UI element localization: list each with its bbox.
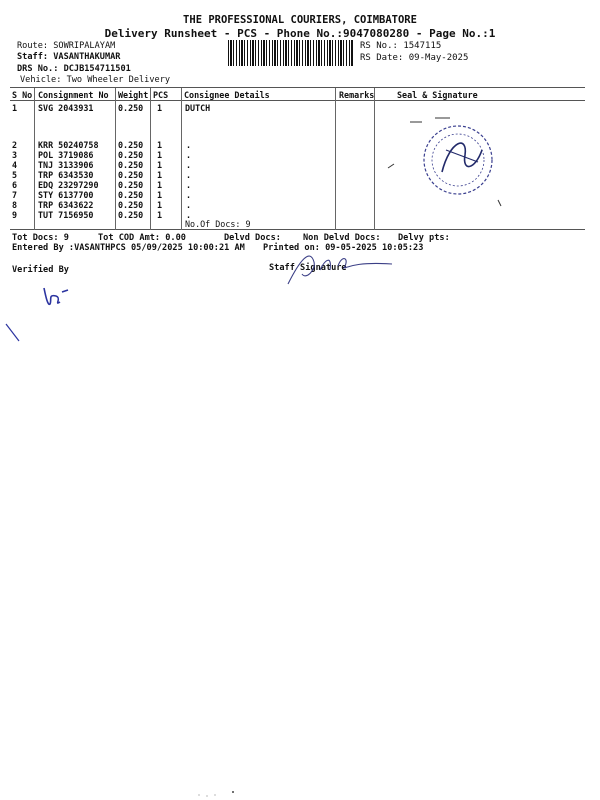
col-divider — [34, 88, 35, 230]
scan-specks — [195, 790, 245, 798]
row-pcs: 1 — [157, 160, 163, 170]
entered-by: Entered By :VASANTHPCS 05/09/2025 10:00:21 AM — [12, 243, 245, 253]
row-sno: 6 — [12, 180, 18, 190]
row-consignment-no: TRP 6343530 — [38, 170, 94, 180]
row-pcs: 1 — [157, 140, 163, 150]
staff-label: Staff: VASANTHAKUMAR — [17, 52, 121, 62]
col-divider — [115, 88, 116, 230]
row-pcs: 1 — [157, 190, 163, 200]
row-consignee: DUTCH — [185, 103, 211, 113]
row-consignee: . — [186, 210, 192, 220]
row-sno: 1 — [12, 103, 18, 113]
runsheet-subtitle: Delivery Runsheet - PCS - Phone No.:9047080280 - Page No.:1 — [104, 27, 496, 40]
row-consignee: . — [186, 160, 192, 170]
row-weight: 0.250 — [118, 103, 144, 113]
row-pcs: 1 — [157, 200, 163, 210]
rs-number: RS No.: 1547115 — [360, 41, 442, 51]
row-sno: 4 — [12, 160, 18, 170]
row-weight: 0.250 — [118, 210, 144, 220]
drs-number: DRS No.: DCJB154711501 — [17, 64, 131, 74]
row-sno: 7 — [12, 190, 18, 200]
row-consignment-no: SVG 2043931 — [38, 103, 94, 113]
non-delivered-docs: Non Delvd Docs: — [303, 233, 381, 243]
row-weight: 0.250 — [118, 170, 144, 180]
row-weight: 0.250 — [118, 180, 144, 190]
col-divider — [181, 88, 182, 230]
verified-signature-image — [38, 284, 78, 310]
row-sno: 9 — [12, 210, 18, 220]
col-header-weight: Weight — [118, 90, 149, 100]
row-consignment-no: STY 6137700 — [38, 190, 94, 200]
row-consignee: . — [186, 190, 192, 200]
row-consignment-no: TRP 6343622 — [38, 200, 94, 210]
col-header-sno: S No — [12, 90, 33, 100]
printed-on: Printed on: 09-05-2025 10:05:23 — [263, 243, 424, 253]
no-of-docs: No.Of Docs: 9 — [185, 219, 251, 229]
seal-stamp-image — [380, 110, 520, 220]
row-consignee: . — [186, 170, 192, 180]
delivery-points: Delvy pts: — [398, 233, 450, 243]
company-title: THE PROFESSIONAL COURIERS, COIMBATORE — [183, 14, 417, 26]
col-header-remarks: Remarks — [339, 90, 375, 100]
row-consignee: . — [186, 150, 192, 160]
row-sno: 5 — [12, 170, 18, 180]
route-label: Route: SOWRIPALAYAM — [17, 41, 116, 51]
row-consignment-no: TNJ 3133906 — [38, 160, 94, 170]
row-weight: 0.250 — [118, 140, 144, 150]
col-divider — [150, 88, 151, 230]
row-pcs: 1 — [157, 150, 163, 160]
tot-docs: Tot Docs: 9 — [12, 233, 69, 243]
row-consignment-no: POL 3719086 — [38, 150, 94, 160]
delivered-docs: Delvd Docs: — [224, 233, 281, 243]
row-weight: 0.250 — [118, 150, 144, 160]
tot-cod-amount: Tot COD Amt: 0.00 — [98, 233, 186, 243]
col-header-consignment: Consignment No — [38, 90, 109, 100]
row-consignment-no: KRR 50240758 — [38, 140, 99, 150]
rs-date: RS Date: 09-May-2025 — [360, 53, 469, 63]
row-pcs: 1 — [157, 170, 163, 180]
row-pcs: 1 — [157, 210, 163, 220]
row-consignment-no: EDQ 23297290 — [38, 180, 99, 190]
table-header-divider — [10, 100, 585, 101]
row-sno: 2 — [12, 140, 18, 150]
barcode — [228, 40, 354, 66]
row-consignee: . — [186, 180, 192, 190]
row-sno: 3 — [12, 150, 18, 160]
row-weight: 0.250 — [118, 190, 144, 200]
col-divider — [335, 88, 336, 230]
stray-pen-mark — [4, 322, 24, 344]
table-bottom-border — [10, 229, 585, 230]
vehicle-label: Vehicle: Two Wheeler Delivery — [20, 75, 171, 85]
table-top-border — [10, 87, 585, 88]
row-pcs: 1 — [157, 180, 163, 190]
row-weight: 0.250 — [118, 200, 144, 210]
col-header-seal: Seal & Signature — [397, 90, 478, 100]
col-divider — [374, 88, 375, 230]
row-consignee: . — [186, 200, 192, 210]
row-consignee: . — [186, 140, 192, 150]
verified-by-label: Verified By — [12, 265, 69, 275]
col-header-pcs: PCS — [153, 90, 169, 100]
row-sno: 8 — [12, 200, 18, 210]
row-pcs: 1 — [157, 103, 163, 113]
row-consignment-no: TUT 7156950 — [38, 210, 94, 220]
staff-signature-image — [280, 240, 400, 290]
staff-signature-label: Staff Signature — [269, 263, 347, 273]
col-header-consignee: Consignee Details — [184, 90, 270, 100]
row-weight: 0.250 — [118, 160, 144, 170]
